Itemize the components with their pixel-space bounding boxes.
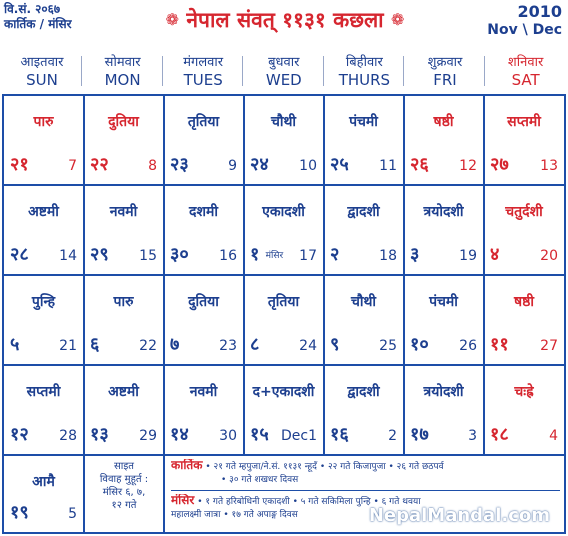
gregorian-year: 2010 <box>517 2 562 21</box>
nepali-date <box>10 332 19 356</box>
tithi-label: नवमी <box>109 204 138 220</box>
english-date: 3 <box>468 428 477 444</box>
weekday-np: बुधवार <box>268 55 300 70</box>
day-cell[interactable] <box>324 276 405 366</box>
nepali-date <box>170 152 189 176</box>
note-line: १२ गते <box>111 500 137 511</box>
tithi-label: तृतिया <box>267 294 300 310</box>
tithi-label: द्वादशी <box>347 204 380 220</box>
month-marker: मंसिर <box>265 251 284 261</box>
flower-icon: ❁ <box>165 10 180 29</box>
weekday-en: WED <box>265 71 302 89</box>
english-date: 29 <box>139 428 157 444</box>
weekday-sat <box>486 50 566 92</box>
nepali-date-num: २६ <box>410 154 429 175</box>
english-date: 17 <box>299 248 317 264</box>
day-cell[interactable] <box>164 366 245 456</box>
english-date: 28 <box>59 428 77 444</box>
day-cell[interactable] <box>164 276 245 366</box>
tithi-label: एकादशी <box>262 204 305 220</box>
day-cell[interactable] <box>164 96 245 186</box>
english-date: 9 <box>228 158 237 174</box>
nepali-date-num: २२ <box>90 154 109 175</box>
tithi-label: त्रयोदशी <box>423 384 464 400</box>
day-cell[interactable] <box>244 186 325 276</box>
gregorian-block <box>487 2 562 40</box>
nepali-date <box>170 422 189 446</box>
day-cell[interactable] <box>324 186 405 276</box>
english-date: 16 <box>219 248 237 264</box>
tithi-label: द्वादशी <box>347 384 380 400</box>
divider <box>171 490 560 491</box>
day-cell[interactable] <box>404 96 485 186</box>
nepali-date-num: ४ <box>490 244 500 265</box>
day-cell[interactable] <box>4 456 85 532</box>
day-cell[interactable] <box>84 366 165 456</box>
english-date: 21 <box>59 338 77 354</box>
note-line: साइत <box>114 461 134 472</box>
nepali-date <box>410 422 429 446</box>
nepali-date <box>490 422 509 446</box>
nepali-date <box>10 242 29 266</box>
weekday-en: SAT <box>511 71 540 89</box>
tithi-label: त्रयोदशी <box>423 204 464 220</box>
day-cell[interactable] <box>4 186 85 276</box>
nepali-date-num: २९ <box>90 244 109 265</box>
english-date: 10 <box>299 158 317 174</box>
nepali-date-num: २४ <box>250 154 269 175</box>
weekday-sun <box>2 50 82 92</box>
nepali-date-num: १ <box>250 244 260 265</box>
nepali-date <box>330 422 349 446</box>
nepali-date-num: १४ <box>170 424 189 445</box>
mangsir-events-2: महालक्ष्मी जात्रा • १७ गते अपाङ्ग दिवस <box>171 510 298 520</box>
day-cell[interactable] <box>484 186 564 276</box>
english-date: Dec1 <box>281 428 317 444</box>
english-date: 5 <box>68 506 77 522</box>
day-cell[interactable] <box>84 186 165 276</box>
kartik-events-2: • ३० गते शखधर दिवस <box>221 475 299 485</box>
nepali-date <box>10 152 29 176</box>
weekday-fri <box>405 50 485 92</box>
title-text: नेपाल संवत् ११३१ कछला <box>186 8 384 32</box>
day-cell[interactable] <box>484 276 564 366</box>
tithi-label: अष्टमी <box>108 384 139 400</box>
calendar-grid <box>2 94 566 534</box>
tithi-label: दशमी <box>189 204 218 220</box>
nepali-date-num: ३ <box>410 244 420 265</box>
day-cell[interactable] <box>324 366 405 456</box>
nepali-date <box>490 242 499 266</box>
tithi-label: सप्तमी <box>507 114 541 130</box>
flower-icon: ❁ <box>390 10 405 29</box>
nepali-date <box>410 332 429 356</box>
nepali-date <box>490 152 509 176</box>
nepali-date-num: १३ <box>90 424 109 445</box>
tithi-label: दुतिया <box>108 114 139 130</box>
weekday-wed <box>244 50 324 92</box>
tithi-label: पंचमी <box>349 114 378 130</box>
nepali-date <box>90 332 99 356</box>
day-cell[interactable] <box>244 366 325 456</box>
english-date: 22 <box>139 338 157 354</box>
nepali-date <box>170 332 179 356</box>
mangsir-events: • १ गते हरिबोधिनी एकादशी • ५ गते सकिमिला पुन्हि • ६ गते थवया <box>197 497 421 507</box>
nepali-date-num: ९ <box>330 334 340 355</box>
nepali-date-num: ५ <box>10 334 20 355</box>
weekday-en: SUN <box>26 71 58 89</box>
kartik-label: कार्तिक <box>171 459 203 472</box>
vs-year: वि.सं. २०६७ <box>4 2 61 16</box>
english-date: 15 <box>139 248 157 264</box>
english-date: 19 <box>459 248 477 264</box>
nepali-date-num: २ <box>330 244 340 265</box>
nepali-date <box>90 422 109 446</box>
vs-year-block <box>4 2 72 32</box>
day-cell[interactable] <box>164 186 245 276</box>
nepali-date-num: २१ <box>10 154 29 175</box>
day-cell[interactable] <box>4 96 85 186</box>
weekday-tues <box>163 50 243 92</box>
nepali-date <box>250 152 269 176</box>
tithi-label: आमै <box>32 474 55 490</box>
nepali-date-num: १५ <box>250 424 269 445</box>
english-date: 20 <box>540 248 558 264</box>
day-cell[interactable] <box>244 276 325 366</box>
nepali-date-num: ३० <box>170 244 189 265</box>
nepali-date <box>10 422 29 446</box>
english-date: 14 <box>59 248 77 264</box>
tithi-label: चौथी <box>350 294 377 310</box>
weekday-np: बिहीवार <box>345 55 383 70</box>
nepali-date <box>330 332 339 356</box>
nepali-date-num: १२ <box>10 424 29 445</box>
nepali-date-num: १० <box>410 334 429 355</box>
english-date: 8 <box>148 158 157 174</box>
tithi-label: पुन्हि <box>31 294 56 310</box>
english-date: 24 <box>299 338 317 354</box>
weekday-thurs <box>324 50 404 92</box>
nepali-date <box>250 422 269 446</box>
weekday-en: MON <box>104 71 141 89</box>
nepali-date-num: ११ <box>490 334 509 355</box>
tithi-label: अष्टमी <box>28 204 59 220</box>
english-date: 11 <box>379 158 397 174</box>
nepali-date-num: २५ <box>330 154 349 175</box>
english-date: 26 <box>459 338 477 354</box>
watermark: NepalMandal.com <box>368 505 550 526</box>
day-cell[interactable] <box>84 276 165 366</box>
nepali-date <box>90 152 109 176</box>
nepali-date <box>410 152 429 176</box>
tithi-label: षष्ठी <box>433 114 454 130</box>
tithi-label: पारु <box>33 114 54 130</box>
english-date: 18 <box>379 248 397 264</box>
nepali-date-num: २३ <box>170 154 189 175</box>
tithi-label: चतुर्दशी <box>505 204 543 220</box>
day-cell[interactable] <box>404 186 485 276</box>
weekday-np: सोमवार <box>104 55 141 70</box>
kartik-events: • २१ गते म्हपुजा/ने.सं. ११३१ न्हूदँ • २२ गते किजापुजा • २६ गते छठपर्व <box>205 462 444 472</box>
nepali-date <box>250 332 259 356</box>
english-date: 27 <box>540 338 558 354</box>
english-date: 4 <box>549 428 558 444</box>
tithi-label: सप्तमी <box>26 384 61 400</box>
english-date: 25 <box>379 338 397 354</box>
mangsir-label: मंसिर <box>171 494 195 507</box>
note-line: विवाह मुहूर्त : <box>99 474 149 485</box>
page-title <box>120 6 450 34</box>
tithi-label: पारु <box>113 294 134 310</box>
weekday-np: शनिवार <box>507 55 544 70</box>
nepali-date <box>330 152 349 176</box>
nepali-date-num: १८ <box>490 424 509 445</box>
nepali-date <box>170 242 189 266</box>
english-date: 7 <box>68 158 77 174</box>
english-date: 13 <box>540 158 558 174</box>
vs-months: कार्तिक / मंसिर <box>4 17 72 31</box>
tithi-label: दुतिया <box>188 294 219 310</box>
tithi-label: द+एकादशी <box>252 384 315 400</box>
day-cell[interactable] <box>484 366 564 456</box>
day-cell[interactable] <box>404 366 485 456</box>
day-cell[interactable] <box>84 96 165 186</box>
weekday-mon <box>83 50 163 92</box>
weekday-en: THURS <box>338 71 391 89</box>
nepali-date-num: १९ <box>10 502 29 523</box>
english-date: 30 <box>219 428 237 444</box>
tithi-label: चौथी <box>270 114 297 130</box>
day-cell[interactable] <box>484 96 564 186</box>
nepali-date <box>250 242 283 266</box>
day-cell[interactable] <box>244 96 325 186</box>
nepali-date-num: १६ <box>330 424 349 445</box>
events-panel <box>167 456 564 532</box>
tithi-label: पंचमी <box>429 294 458 310</box>
nepali-date <box>410 242 419 266</box>
nepali-date-num: ६ <box>90 334 100 355</box>
weekday-header <box>2 50 566 92</box>
nepali-date-num: १७ <box>410 424 429 445</box>
weekday-np: मंगलवार <box>183 55 224 70</box>
day-cell[interactable] <box>404 276 485 366</box>
nepali-date-num: ८ <box>250 334 260 355</box>
weekday-np: शुक्रवार <box>427 55 463 70</box>
nepali-date <box>330 242 339 266</box>
tithi-label: तृतिया <box>187 114 220 130</box>
english-date: 2 <box>388 428 397 444</box>
nepali-date <box>10 500 29 524</box>
gregorian-months: Nov \ Dec <box>487 22 562 38</box>
english-date: 12 <box>459 158 477 174</box>
weekday-en: TUES <box>183 71 223 89</box>
day-cell[interactable] <box>4 276 85 366</box>
nepali-date <box>90 242 109 266</box>
tithi-label: चःह्रे <box>514 384 534 400</box>
note-line: मंसिर ६, ७, <box>102 487 146 498</box>
nepali-date-num: २७ <box>490 154 509 175</box>
nepali-date-num: ७ <box>170 334 180 355</box>
weekday-en: FRI <box>433 71 457 89</box>
weekday-np: आइतवार <box>20 55 64 70</box>
tithi-label: नवमी <box>189 384 218 400</box>
day-cell[interactable] <box>4 366 85 456</box>
nepali-date <box>490 332 509 356</box>
english-date: 23 <box>219 338 237 354</box>
wedding-note <box>85 456 165 532</box>
tithi-label: षष्ठी <box>514 294 534 310</box>
day-cell[interactable] <box>324 96 405 186</box>
nepali-date-num: २८ <box>10 244 29 265</box>
